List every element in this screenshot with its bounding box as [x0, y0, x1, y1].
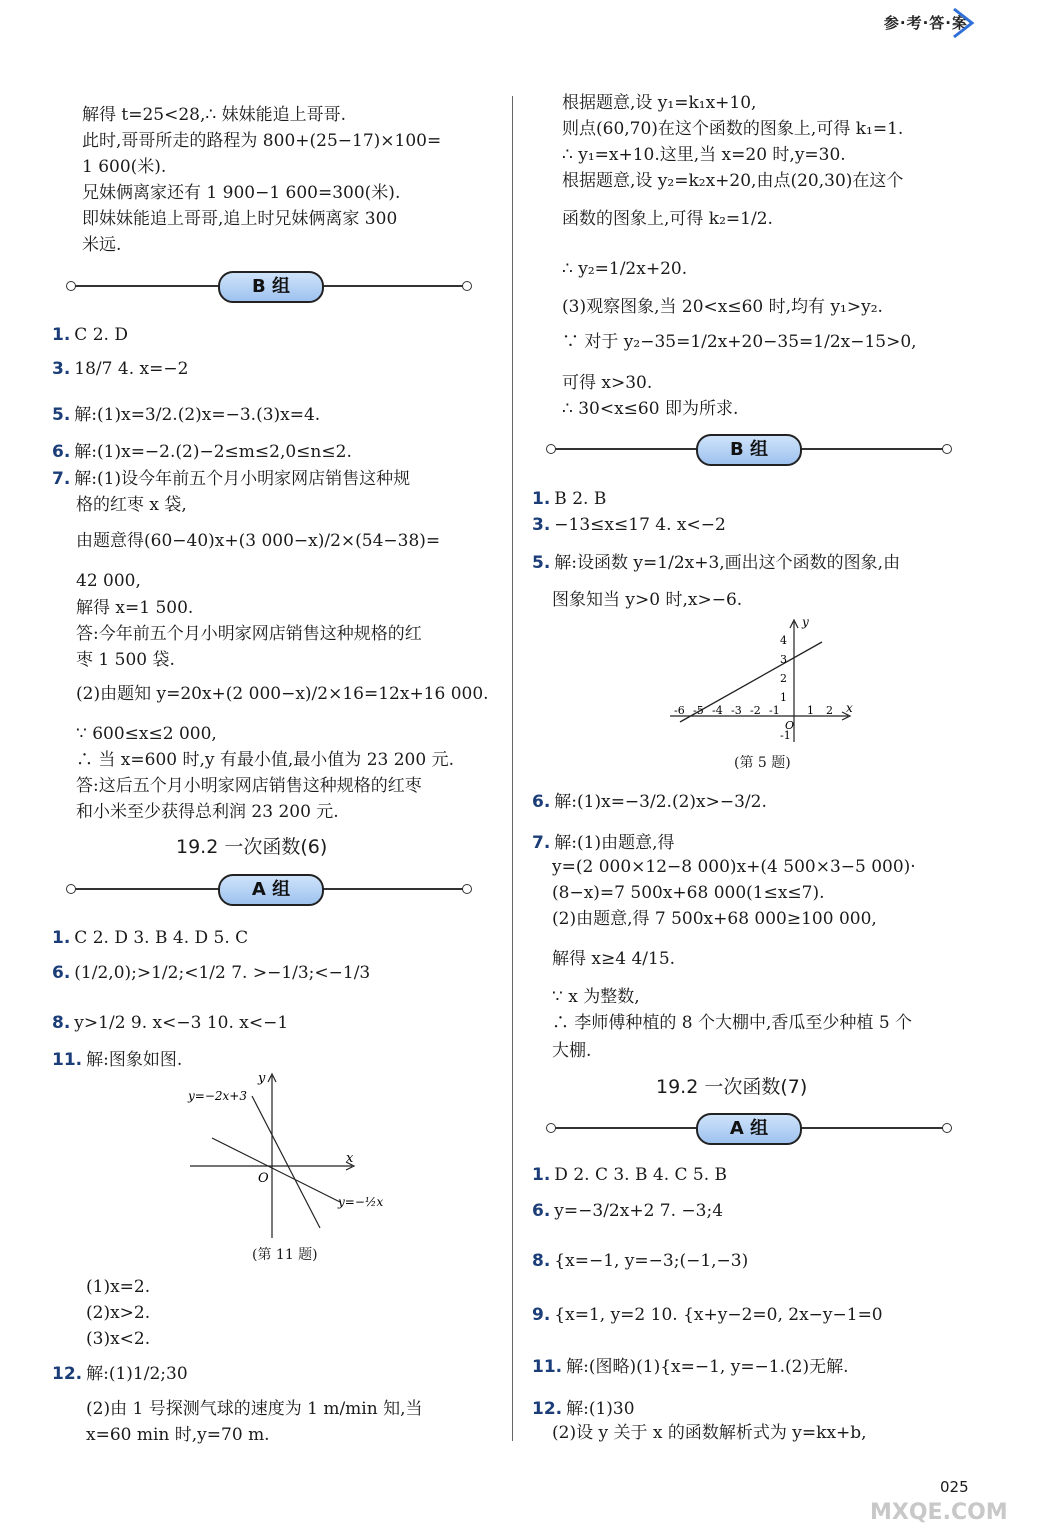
item-number: 3. — [532, 515, 551, 535]
answer-item — [532, 791, 767, 813]
figure-caption: (第 11 题) — [252, 1247, 318, 1263]
answer-item — [532, 1250, 748, 1272]
x-tick-label: 1 — [807, 704, 814, 717]
group-label: B 组 — [218, 271, 324, 303]
figure-5 — [662, 616, 862, 746]
item-number: 11. — [532, 1357, 563, 1377]
item-text: C 2. D — [74, 325, 128, 345]
y-tick-label: 3 — [780, 653, 787, 666]
answer-item — [52, 1363, 188, 1385]
text-line: 和小米至少获得总利润 23 200 元. — [76, 802, 339, 822]
y-tick-label: 4 — [780, 634, 787, 647]
item-number: 11. — [52, 1050, 83, 1070]
axis-x-label: x — [846, 701, 853, 715]
header-label: 参·考·答·案 — [883, 14, 968, 32]
answer-item — [52, 962, 370, 984]
answer-item — [532, 1304, 883, 1326]
group-banner-b — [66, 271, 472, 301]
line-y2 — [212, 1138, 340, 1202]
item-text: {x=−1, y=−3;(−1,−3) — [554, 1251, 749, 1271]
item-number: 7. — [52, 469, 71, 489]
origin-label: O — [258, 1171, 269, 1186]
item-number: 3. — [52, 359, 71, 379]
text-line: 大棚. — [552, 1041, 592, 1061]
text-line: 兄妹俩离家还有 1 900−1 600=300(米). — [82, 183, 401, 203]
item-text: 解:(图略)(1){x=−1, y=−1.(2)无解. — [566, 1357, 849, 1377]
x-tick-label: -2 — [750, 704, 761, 717]
item-number: 1. — [532, 489, 551, 509]
text-line: ∴ y₁=x+10.这里,当 x=20 时,y=30. — [562, 145, 846, 165]
figure-11 — [180, 1068, 400, 1242]
text-line: 根据题意,设 y₂=k₂x+20,由点(20,30)在这个 — [562, 171, 904, 191]
item-text: C 2. D 3. B 4. D 5. C — [74, 928, 249, 948]
item-text: 解:(1)设今年前五个月小明家网店销售这种规 — [74, 469, 411, 489]
item-text: 解:图象如图. — [86, 1050, 183, 1070]
item-text: 解:(1)30 — [566, 1399, 635, 1419]
x-tick-label: -6 — [674, 704, 685, 717]
item-text: y>1/2 9. x<−3 10. x<−1 — [74, 1013, 289, 1033]
chevron-right-icon — [948, 6, 978, 40]
text-line: ∴ 30<x≤60 即为所求. — [562, 399, 739, 419]
answer-item — [52, 441, 352, 463]
item-number: 6. — [52, 442, 71, 462]
text-line: 解得 x≥4 4/15. — [552, 949, 676, 969]
item-text: 解:(1)由题意,得 — [554, 833, 675, 853]
answer-item — [532, 1200, 723, 1222]
text-line: ∵ 600≤x≤2 000, — [76, 724, 217, 744]
item-number: 5. — [532, 553, 551, 573]
item-text: −13≤x≤17 4. x<−2 — [554, 515, 726, 535]
item-text: 解:设函数 y=1/2x+3,画出这个函数的图象,由 — [554, 553, 901, 573]
item-number: 1. — [52, 325, 71, 345]
text-line: 图象知当 y>0 时,x>−6. — [552, 590, 743, 610]
answer-item — [52, 1012, 288, 1034]
answer-item — [52, 927, 248, 949]
x-tick-label: -5 — [693, 704, 704, 717]
answer-item — [532, 552, 900, 574]
watermark: MXQE.COM — [870, 1500, 1008, 1525]
item-text: 解:(1)1/2;30 — [86, 1364, 188, 1384]
text-line: ∵ x 为整数, — [552, 987, 640, 1007]
text-line: (2)设 y 关于 x 的函数解析式为 y=kx+b, — [552, 1423, 867, 1443]
text-line: 42 000, — [76, 571, 141, 591]
answer-item — [532, 488, 606, 510]
section-title: 19.2 一次函数(7) — [656, 1076, 808, 1098]
text-line: 米远. — [82, 235, 122, 255]
text-line: 即妹妹能追上哥哥,追上时兄妹俩离家 300 — [82, 209, 398, 229]
item-number: 8. — [532, 1251, 551, 1271]
text-line: 则点(60,70)在这个函数的图象上,可得 k₁=1. — [562, 119, 904, 139]
text-line: 答:这后五个月小明家网店销售这种规格的红枣 — [76, 776, 422, 796]
text-line: (8−x)=7 500x+68 000(1≤x≤7). — [552, 883, 825, 903]
item-text: (1/2,0);>1/2;<1/2 7. >−1/3;<−1/3 — [74, 963, 371, 983]
label-y2: y=−½x — [338, 1195, 384, 1209]
group-label: B 组 — [696, 434, 802, 466]
text-line: 解得 x=1 500. — [76, 598, 194, 618]
item-text: 解:(1)x=−2.(2)−2≤m≤2,0≤n≤2. — [74, 442, 352, 462]
item-text: y=−3/2x+2 7. −3;4 — [554, 1201, 724, 1221]
item-text: D 2. C 3. B 4. C 5. B — [554, 1165, 728, 1185]
answer-item — [52, 358, 188, 380]
text-line: (1)x=2. — [86, 1277, 151, 1297]
answer-item — [532, 514, 726, 536]
answer-item — [532, 1164, 727, 1186]
item-number: 6. — [52, 963, 71, 983]
x-tick-label: -1 — [769, 704, 780, 717]
section-title: 19.2 一次函数(6) — [176, 836, 328, 858]
text-line: 1 600(米). — [82, 157, 167, 177]
item-number: 8. — [52, 1013, 71, 1033]
y-tick-label: 2 — [780, 672, 787, 685]
text-line: (2)由题知 y=20x+(2 000−x)/2×16=12x+16 000. — [76, 684, 489, 704]
axis-y-label: y — [802, 616, 809, 629]
item-text: 18/7 4. x=−2 — [74, 359, 189, 379]
text-line: 由题意得(60−40)x+(3 000−x)/2×(54−38)= — [76, 531, 441, 551]
group-banner-b — [546, 434, 952, 464]
answer-item — [52, 1049, 182, 1071]
item-number: 9. — [532, 1305, 551, 1325]
axis-y-label: y — [258, 1071, 266, 1086]
item-text: {x=1, y=2 10. {x+y−2=0, 2x−y−1=0 — [554, 1305, 883, 1325]
item-text: 解:(1)x=3/2.(2)x=−3.(3)x=4. — [74, 405, 321, 425]
x-tick-label: -4 — [712, 704, 723, 717]
text-line: 枣 1 500 袋. — [76, 650, 175, 670]
text-line: (2)由题意,得 7 500x+68 000≥100 000, — [552, 909, 877, 929]
text-line: (3)x<2. — [86, 1329, 151, 1349]
x-tick-label: 2 — [826, 704, 833, 717]
text-line: 可得 x>30. — [562, 373, 653, 393]
item-number: 1. — [52, 928, 71, 948]
item-number: 7. — [532, 833, 551, 853]
origin-label: O — [785, 719, 795, 732]
text-line: ∴ 李师傅种植的 8 个大棚中,香瓜至少种植 5 个 — [552, 1013, 913, 1033]
group-banner-a — [66, 874, 472, 904]
y-tick-label: 1 — [780, 691, 787, 704]
group-label: A 组 — [218, 874, 324, 906]
text-line: 根据题意,设 y₁=k₁x+10, — [562, 93, 757, 113]
group-banner-a — [546, 1113, 952, 1143]
text-line: x=60 min 时,y=70 m. — [86, 1425, 270, 1445]
item-number: 12. — [52, 1364, 83, 1384]
item-text: 解:(1)x=−3/2.(2)x>−3/2. — [554, 792, 767, 812]
y-tick-label: -1 — [780, 729, 791, 742]
text-line: ∵ 对于 y₂−35=1/2x+20−35=1/2x−15>0, — [562, 332, 917, 352]
item-number: 6. — [532, 1201, 551, 1221]
text-line: 解得 t=25<28,∴ 妹妹能追上哥哥. — [82, 105, 347, 125]
text-line: 此时,哥哥所走的路程为 800+(25−17)×100= — [82, 131, 442, 151]
axis-x-label: x — [346, 1151, 354, 1166]
item-number: 1. — [532, 1165, 551, 1185]
text-line: (2)x>2. — [86, 1303, 151, 1323]
text-line: (2)由 1 号探测气球的速度为 1 m/min 知,当 — [86, 1399, 423, 1419]
answer-item — [52, 404, 320, 426]
x-tick-label: -3 — [731, 704, 742, 717]
label-y1: y=−2x+3 — [188, 1089, 247, 1103]
line-y1 — [252, 1096, 320, 1228]
text-line: 答:今年前五个月小明家网店销售这种规格的红 — [76, 624, 422, 644]
text-line: 格的红枣 x 袋, — [76, 495, 187, 515]
answer-item — [532, 832, 675, 854]
item-number: 6. — [532, 792, 551, 812]
text-line: ∴ 当 x=600 时,y 有最小值,最小值为 23 200 元. — [76, 750, 455, 770]
group-label: A 组 — [696, 1113, 802, 1145]
item-number: 12. — [532, 1399, 563, 1419]
item-text: B 2. B — [554, 489, 607, 509]
text-line: (3)观察图象,当 20<x≤60 时,均有 y₁>y₂. — [562, 297, 883, 317]
answer-item — [532, 1398, 635, 1420]
item-number: 5. — [52, 405, 71, 425]
text-line: 函数的图象上,可得 k₂=1/2. — [562, 209, 773, 229]
text-line: ∴ y₂=1/2x+20. — [562, 259, 688, 279]
page-number: 025 — [940, 1478, 969, 1496]
answer-item — [532, 1356, 849, 1378]
column-divider — [512, 96, 513, 1441]
answer-item — [52, 468, 410, 490]
figure-caption: (第 5 题) — [734, 755, 791, 771]
answer-item — [52, 324, 128, 346]
text-line: y=(2 000×12−8 000)x+(4 500×3−5 000)· — [552, 857, 916, 877]
